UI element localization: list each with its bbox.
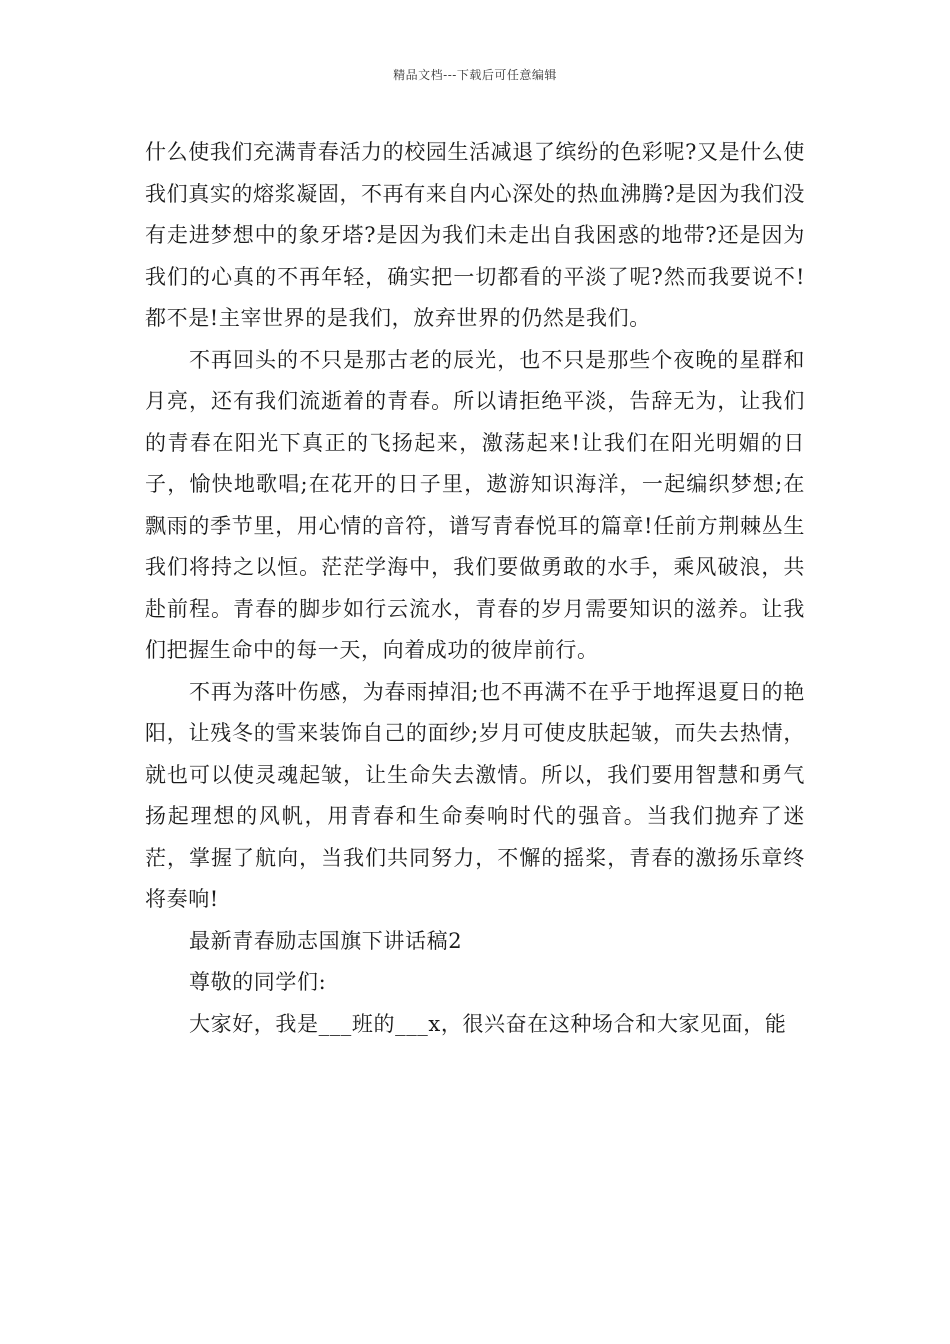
document-body	[145, 132, 805, 1045]
paragraph-opening: 大家好，我是___班的___x，很兴奋在这种场合和大家见面，能	[189, 1011, 787, 1036]
paragraph-3: 不再为落叶伤感，为春雨掉泪;也不再满不在乎于地挥退夏日的艳阳，让残冬的雪来装饰自己的面纱;岁月可使皮肤起皱，而失去热情，就也可以使灵魂起皱，让生命失去激情。所以，我们要用智慧和勇气扬起理想的风帆，用青春和生命奏响时代的强音。当我们抛弃了迷茫，掌握了航向，当我们共同努力，不懈的摇桨，青春的激扬乐章终将奏响!	[145, 679, 805, 911]
page-header: 精品文档---下载后可任意编辑	[393, 68, 557, 82]
paragraph-2: 不再回头的不只是那古老的辰光，也不只是那些个夜晚的星群和月亮，还有我们流逝着的青春。所以请拒绝平淡，告辞无为，让我们的青春在阳光下真正的飞扬起来，激荡起来!让我们在阳光明媚的日子，愉快地歌唱;在花开的日子里，遨游知识海洋，一起编织梦想;在飘雨的季节里，用心情的音符，谱写青春悦耳的篇章!任前方荆棘丛生我们将持之以恒。茫茫学海中，我们要做勇敢的水手，乘风破浪，共赴前程。青春的脚步如行云流水，青春的岁月需要知识的滋养。让我们把握生命中的每一天，向着成功的彼岸前行。	[145, 347, 805, 662]
section-heading: 最新青春励志国旗下讲话稿2	[189, 928, 463, 953]
paragraph-1: 什么使我们充满青春活力的校园生活减退了缤纷的色彩呢?又是什么使我们真实的熔浆凝固，不再有来自内心深处的热血沸腾?是因为我们没有走进梦想中的象牙塔?是因为我们未走出自我困惑的地带?还是因为我们的心真的不再年轻，确实把一切都看的平淡了呢?然而我要说不!都不是!主宰世界的是我们，放弃世界的仍然是我们。	[145, 140, 805, 330]
salutation: 尊敬的同学们:	[189, 970, 327, 994]
